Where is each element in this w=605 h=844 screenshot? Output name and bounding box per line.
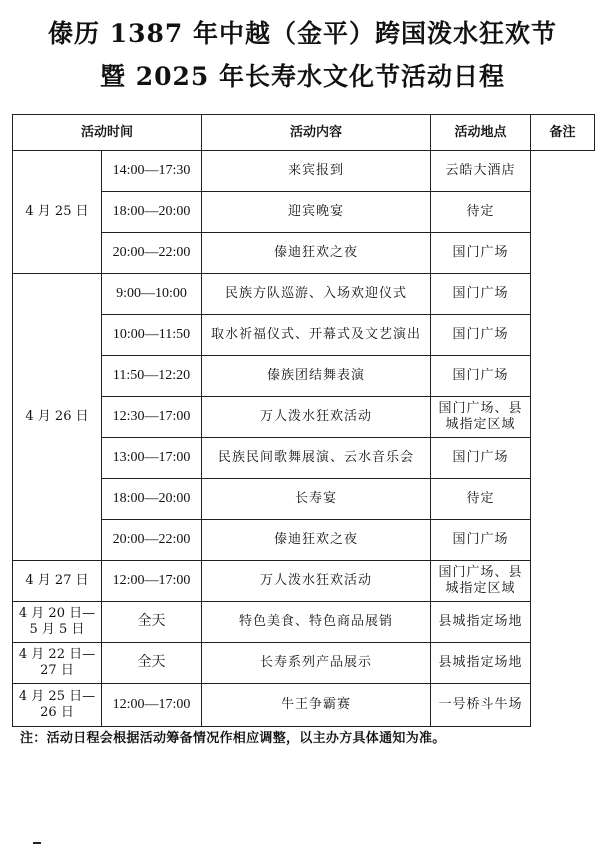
place-cell: 云皓大酒店 — [431, 151, 531, 192]
date-cell: 4 月 26 日 — [13, 274, 102, 561]
place-cell: 国门广场 — [431, 356, 531, 397]
content-cell: 傣族团结舞表演 — [202, 356, 431, 397]
content-cell: 长寿宴 — [202, 479, 431, 520]
content-cell: 长寿系列产品展示 — [202, 643, 431, 684]
place-cell: 国门广场、县城指定区域 — [431, 397, 531, 438]
schedule-table — [12, 114, 595, 727]
time-cell: 18:00—20:00 — [102, 192, 202, 233]
time-cell: 13:00—17:00 — [102, 438, 202, 479]
header-content: 活动内容 — [202, 115, 431, 151]
date-cell: 4 月 20 日—5 月 5 日 — [13, 602, 102, 643]
time-cell: 11:50—12:20 — [102, 356, 202, 397]
time-cell: 20:00—22:00 — [102, 233, 202, 274]
time-cell: 18:00—20:00 — [102, 479, 202, 520]
time-cell: 20:00—22:00 — [102, 520, 202, 561]
table-row — [13, 643, 595, 684]
document-title-line2: 暨 2025 年长寿水文化节活动日程 — [100, 62, 505, 91]
footnote: 注：活动日程会根据活动筹备情况作相应调整，以主办方具体通知为准。 — [20, 731, 446, 746]
header-time: 活动时间 — [13, 115, 202, 151]
date-cell: 4 月 22 日—27 日 — [13, 643, 102, 684]
time-cell: 12:00—17:00 — [102, 561, 202, 602]
place-cell: 国门广场 — [431, 520, 531, 561]
table-body — [13, 151, 595, 727]
place-cell: 国门广场 — [431, 438, 531, 479]
content-cell: 傣迪狂欢之夜 — [202, 520, 431, 561]
content-cell: 傣迪狂欢之夜 — [202, 233, 431, 274]
table-row — [13, 151, 595, 192]
content-cell: 牛王争霸赛 — [202, 684, 431, 727]
place-cell: 国门广场 — [431, 315, 531, 356]
content-cell: 民族民间歌舞展演、云水音乐会 — [202, 438, 431, 479]
table-row — [13, 274, 595, 315]
table-header-row — [13, 115, 595, 151]
time-cell: 9:00—10:00 — [102, 274, 202, 315]
table-row — [13, 561, 595, 602]
date-cell: 4 月 25 日—26 日 — [13, 684, 102, 727]
time-cell: 14:00—17:30 — [102, 151, 202, 192]
note-cell — [33, 842, 41, 844]
place-cell: 待定 — [431, 192, 531, 233]
time-cell: 10:00—11:50 — [102, 315, 202, 356]
date-cell: 4 月 27 日 — [13, 561, 102, 602]
content-cell: 万人泼水狂欢活动 — [202, 397, 431, 438]
place-cell: 一号桥斗牛场 — [431, 684, 531, 727]
content-cell: 万人泼水狂欢活动 — [202, 561, 431, 602]
place-cell: 国门广场、县城指定区域 — [431, 561, 531, 602]
time-cell: 全天 — [102, 643, 202, 684]
content-cell: 取水祈福仪式、开幕式及文艺演出 — [202, 315, 431, 356]
time-cell: 12:30—17:00 — [102, 397, 202, 438]
header-place: 活动地点 — [431, 115, 531, 151]
time-cell: 12:00—17:00 — [102, 684, 202, 727]
header-note: 备注 — [531, 115, 595, 151]
place-cell: 国门广场 — [431, 233, 531, 274]
table-row — [13, 684, 595, 727]
table-row — [13, 602, 595, 643]
place-cell: 国门广场 — [431, 274, 531, 315]
place-cell: 待定 — [431, 479, 531, 520]
document-title-line1: 傣历 1387 年中越（金平）跨国泼水狂欢节 — [48, 19, 557, 48]
place-cell: 县城指定场地 — [431, 643, 531, 684]
content-cell: 民族方队巡游、入场欢迎仪式 — [202, 274, 431, 315]
content-cell: 特色美食、特色商品展销 — [202, 602, 431, 643]
time-cell: 全天 — [102, 602, 202, 643]
content-cell: 来宾报到 — [202, 151, 431, 192]
date-cell: 4 月 25 日 — [13, 151, 102, 274]
place-cell: 县城指定场地 — [431, 602, 531, 643]
content-cell: 迎宾晚宴 — [202, 192, 431, 233]
